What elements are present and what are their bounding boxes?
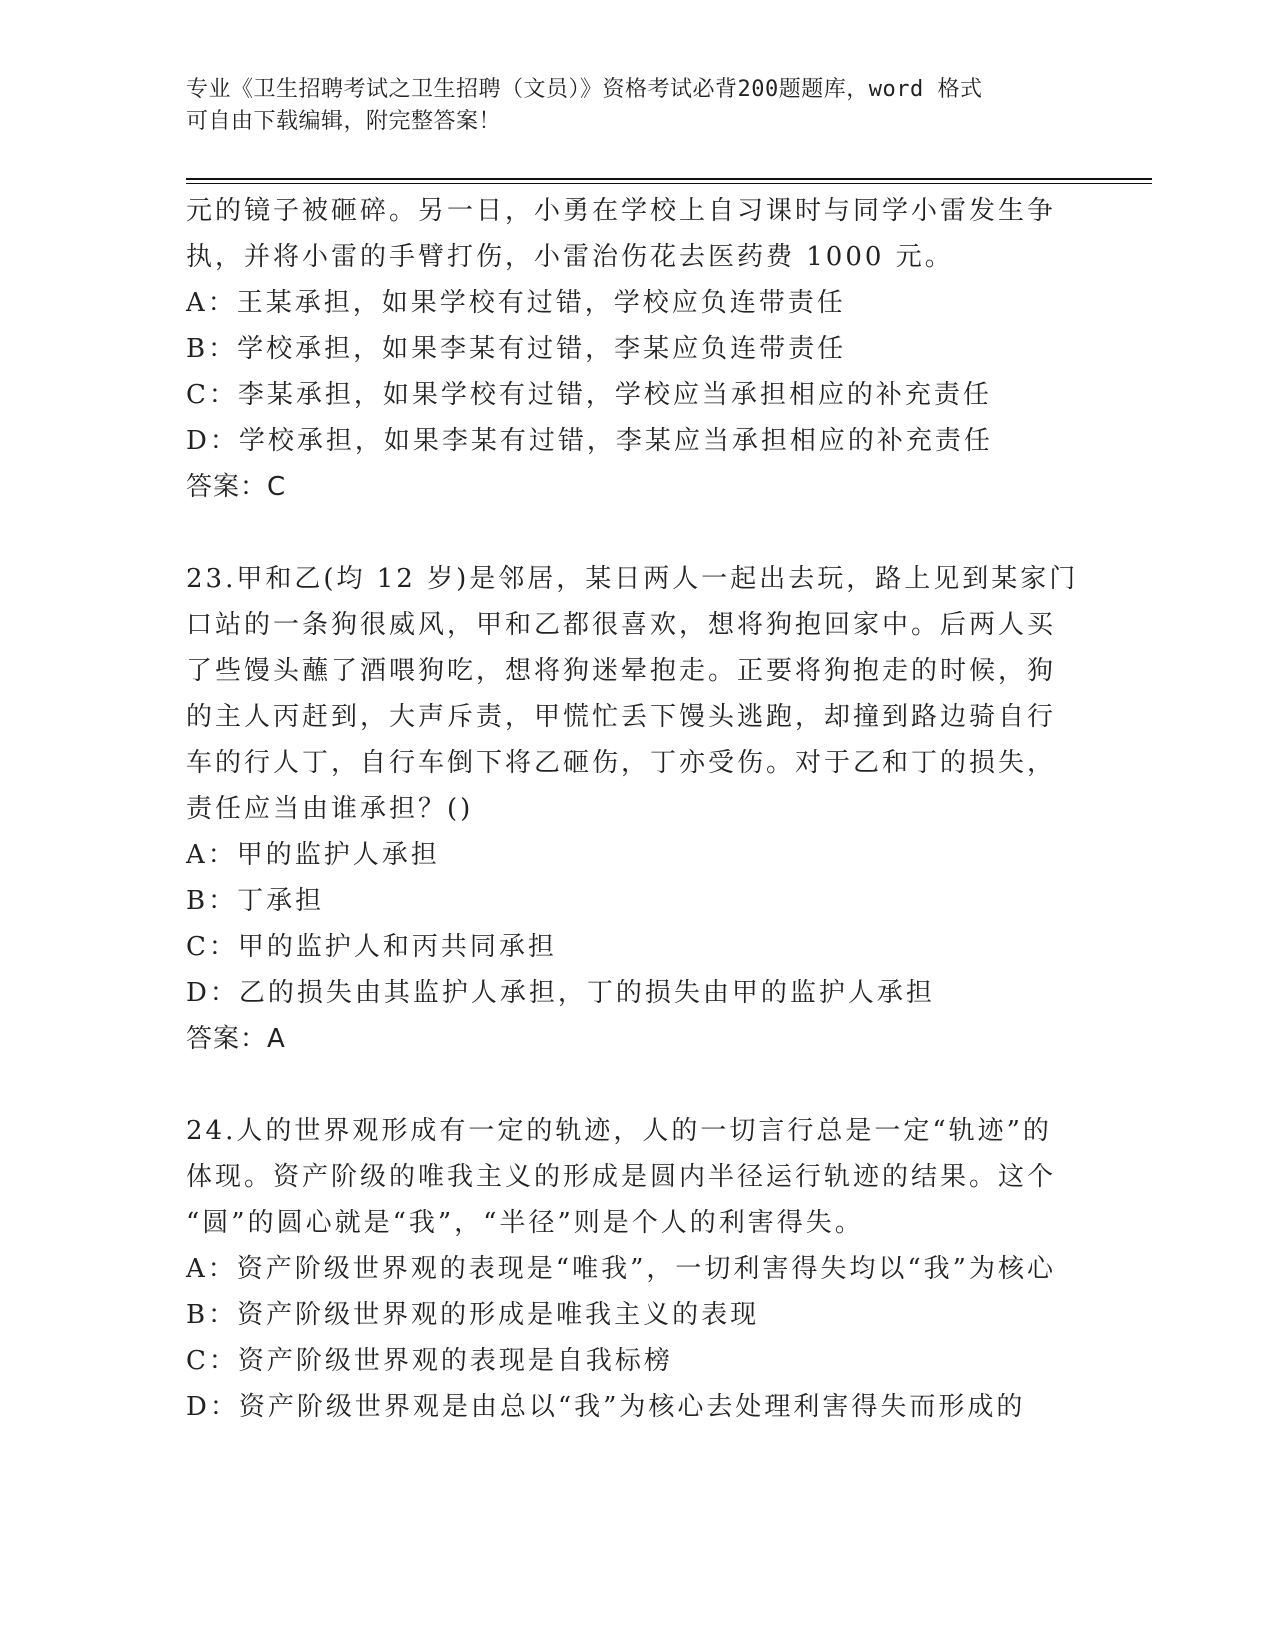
question-spacer xyxy=(186,1062,1076,1108)
option-c: C：甲的监护人和丙共同承担 xyxy=(186,932,557,962)
question-stem-line: 23.甲和乙(均 12 岁)是邻居，某日两人一起出去玩，路上见到某家门 xyxy=(186,564,1079,594)
question-stem-line: 责任应当由谁承担？() xyxy=(186,794,474,824)
option-b: B：资产阶级世界观的形成是唯我主义的表现 xyxy=(186,1300,760,1330)
option-b: B：学校承担，如果李某有过错，李某应负连带责任 xyxy=(186,334,847,364)
question-spacer xyxy=(186,510,1076,556)
answer-label: 答案：C xyxy=(186,472,287,502)
option-d: D：资产阶级世界观是由总以“我”为核心去处理利害得失而形成的 xyxy=(186,1392,1026,1422)
question-stem-line: 车的行人丁，自行车倒下将乙砸伤，丁亦受伤。对于乙和丁的损失， xyxy=(186,748,1057,778)
question-stem-line: “圆”的圆心就是“我”，“半径”则是个人的利害得失。 xyxy=(186,1208,864,1238)
question-22-continued xyxy=(186,188,1076,510)
question-stem-line: 24.人的世界观形成有一定的轨迹，人的一切言行总是一定“轨迹”的 xyxy=(186,1116,1052,1146)
document-body xyxy=(186,188,1079,1430)
question-stem-line: 口站的一条狗很威风，甲和乙都很喜欢，想将狗抱回家中。后两人买 xyxy=(186,610,1057,640)
option-c: C：资产阶级世界观的表现是自我标榜 xyxy=(186,1346,673,1376)
option-b: B：丁承担 xyxy=(186,886,325,916)
question-24 xyxy=(186,1108,1076,1430)
question-stem-line: 元的镜子被砸碎。另一日，小勇在学校上自习课时与同学小雷发生争 xyxy=(186,196,1057,226)
question-stem-line: 体现。资产阶级的唯我主义的形成是圆内半径运行轨迹的结果。这个 xyxy=(186,1162,1057,1192)
question-stem-line: 执，并将小雷的手臂打伤，小雷治伤花去医药费 1000 元。 xyxy=(186,242,954,272)
question-23 xyxy=(186,556,1079,1062)
option-a: A：甲的监护人承担 xyxy=(186,840,440,870)
header-title-line-2: 可自由下载编辑，附完整答案！ xyxy=(186,109,502,134)
option-d: D：学校承担，如果李某有过错，李某应当承担相应的补充责任 xyxy=(186,426,993,456)
option-a: A：资产阶级世界观的表现是“唯我”，一切利害得失均以“我”为核心 xyxy=(186,1254,1056,1284)
document-header xyxy=(186,74,1066,138)
question-stem-line: 了些馒头蘸了酒喂狗吃，想将狗迷晕抱走。正要将狗抱走的时候，狗 xyxy=(186,656,1057,686)
question-stem-line: 的主人丙赶到，大声斥责，甲慌忙丢下馒头逃跑，却撞到路边骑自行 xyxy=(186,702,1057,732)
answer-label: 答案：A xyxy=(186,1024,286,1054)
option-d: D：乙的损失由其监护人承担，丁的损失由甲的监护人承担 xyxy=(186,978,935,1008)
option-c: C：李某承担，如果学校有过错，学校应当承担相应的补充责任 xyxy=(186,380,992,410)
option-a: A：王某承担，如果学校有过错，学校应负连带责任 xyxy=(186,288,846,318)
header-divider xyxy=(186,178,1152,184)
header-title-line-1: 专业《卫生招聘考试之卫生招聘（文员）》资格考试必背200题题库，word 格式 xyxy=(186,77,983,102)
